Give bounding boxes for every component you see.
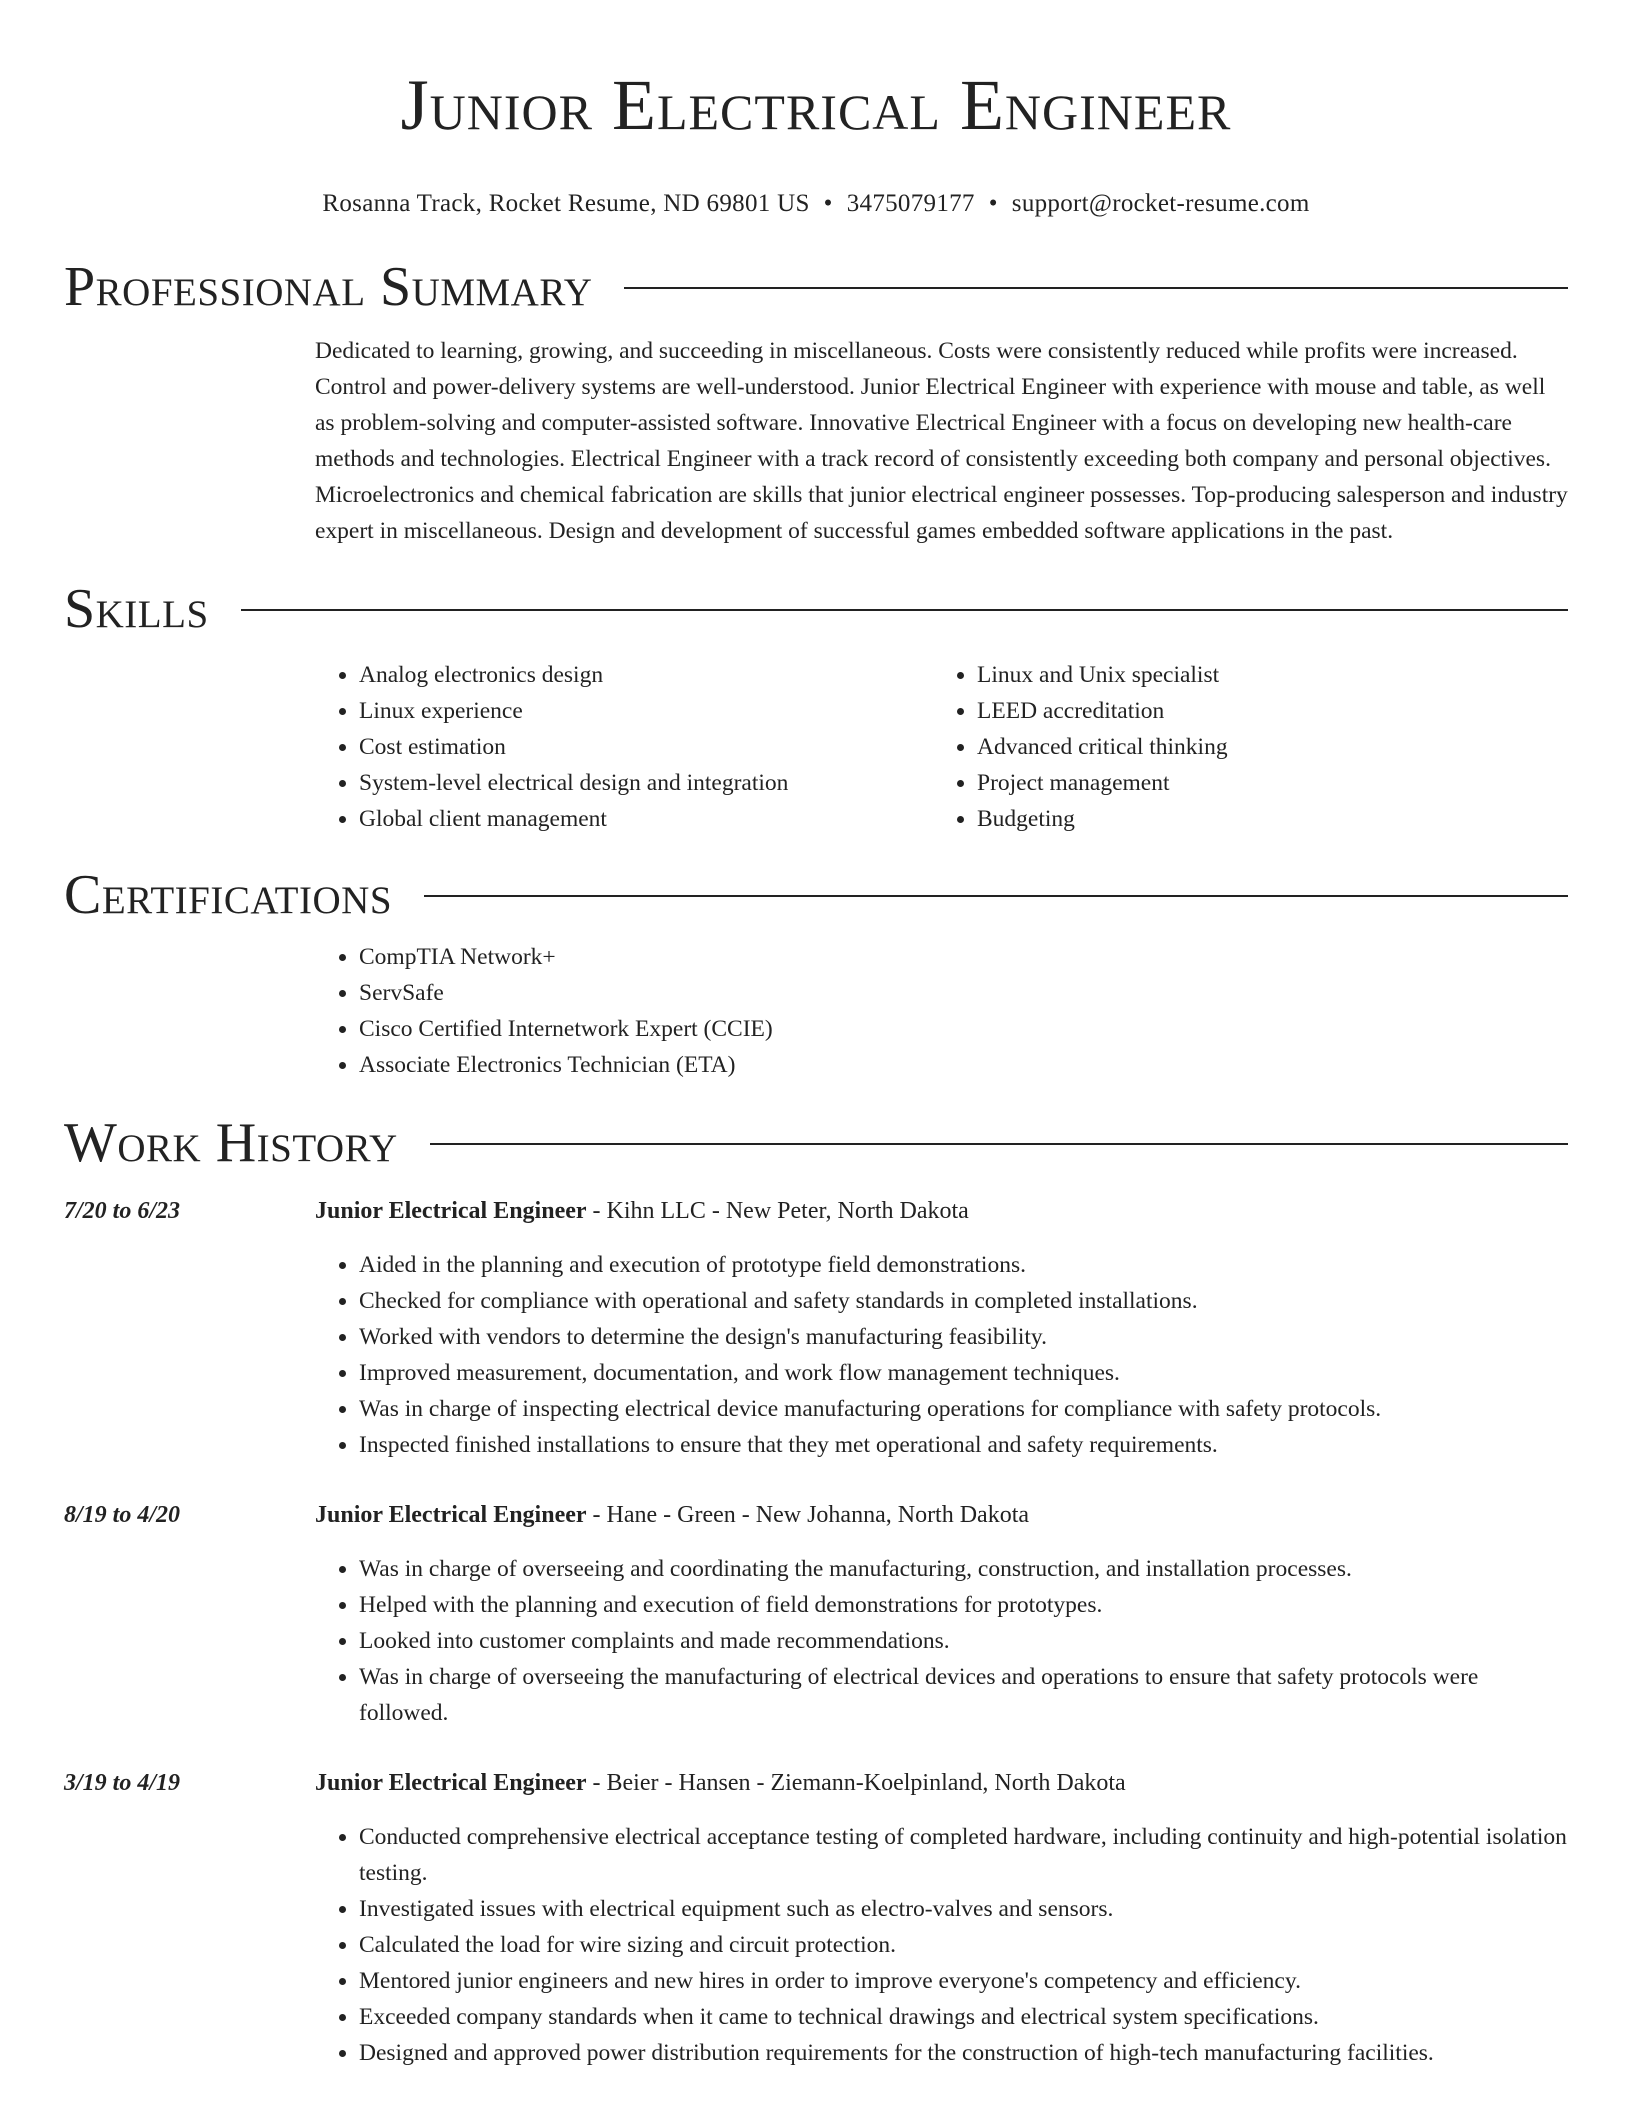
- job-bullet: • Aided in the planning and execution of prototype field demonstrations.: [359, 1247, 1568, 1283]
- job-bullet: • Mentored junior engineers and new hires in order to improve everyone's competency and efficiency.: [359, 1963, 1568, 1999]
- job-bullet: • Checked for compliance with operational and safety standards in completed installations.: [359, 1283, 1568, 1319]
- job-dates: 3/19 to 4/19: [64, 1770, 181, 1796]
- contact-separator: •: [988, 190, 998, 217]
- contact-separator: •: [823, 190, 833, 217]
- certification-item: • CompTIA Network+: [359, 939, 1568, 975]
- job-body: [315, 1193, 1568, 1463]
- work-section-header: [64, 1111, 1568, 1175]
- job-bullet: • Looked into customer complaints and made recommendations.: [359, 1623, 1568, 1659]
- certification-item: • ServSafe: [359, 975, 1568, 1011]
- job-bullet: • Investigated issues with electrical equipment such as electro-valves and sensors.: [359, 1891, 1568, 1927]
- certifications-heading: Certifications: [64, 864, 393, 926]
- section-divider: [430, 1143, 1568, 1145]
- summary-section: [315, 333, 1568, 549]
- certifications-list: [315, 939, 1568, 1083]
- job-bullet: • Exceeded company standards when it came to technical drawings and electrical system specifications.: [359, 1999, 1568, 2035]
- certifications-section-header: [64, 863, 1568, 927]
- job-bullet: • Was in charge of overseeing and coordinating the manufacturing, construction, and installation processes.: [359, 1551, 1568, 1587]
- skill-item: • Cost estimation: [359, 729, 933, 765]
- skill-item: • Global client management: [359, 801, 933, 837]
- section-divider: [624, 287, 1568, 289]
- skills-column-left: [315, 657, 933, 837]
- job-dates: 8/19 to 4/20: [64, 1502, 181, 1528]
- job-bullet: • Helped with the planning and execution of field demonstrations for prototypes.: [359, 1587, 1568, 1623]
- contact-email: support@rocket-resume.com: [1011, 190, 1310, 217]
- job-bullet: • Designed and approved power distribution requirements for the construction of high-tech manufacturing facilities.: [359, 2035, 1568, 2071]
- certifications-section: [315, 939, 1568, 1083]
- job-dates: 7/20 to 6/23: [64, 1198, 181, 1224]
- skill-item: • Project management: [977, 765, 1551, 801]
- contact-address: Rosanna Track, Rocket Resume, ND 69801 US: [322, 190, 810, 217]
- summary-text: Dedicated to learning, growing, and succeeding in miscellaneous. Costs were consistently reduced while profits were increased. Control and power-delivery systems are well-understood. Junior Electrical Engineer with experience with mouse and table, as well as problem-solving and computer-assisted software. Innovative Electrical Engineer with a focus on developing new health-care methods and technologies. Electrical Engineer with a track record of consistently exceeding both company and personal objectives. Microelectronics and chemical fabrication are skills that junior electrical engineer possesses. Top-producing salesperson and industry expert in miscellaneous. Design and development of successful games embedded software applications in the past.: [315, 338, 1568, 544]
- contact-line: [64, 188, 1568, 220]
- skills-section-header: [64, 577, 1568, 641]
- job-details: - Beier - Hansen - Ziemann-Koelpinland, North Dakota: [586, 1770, 1126, 1796]
- certification-item: • Cisco Certified Internetwork Expert (CCIE): [359, 1011, 1568, 1047]
- job-details: - Hane - Green - New Johanna, North Dakota: [586, 1502, 1030, 1528]
- certification-item: • Associate Electronics Technician (ETA): [359, 1047, 1568, 1083]
- skill-item: • LEED accreditation: [977, 693, 1551, 729]
- resume-name: Junior Electrical Engineer: [400, 65, 1232, 145]
- job-title-line: [315, 1193, 1568, 1229]
- job-bullets: [315, 1247, 1568, 1463]
- skills-column-right: [933, 657, 1551, 837]
- skill-item: • Advanced critical thinking: [977, 729, 1551, 765]
- work-heading: Work History: [64, 1112, 398, 1174]
- skill-item: • Linux and Unix specialist: [977, 657, 1551, 693]
- skill-item: • System-level electrical design and integration: [359, 765, 933, 801]
- section-divider: [241, 609, 1568, 611]
- job-body: [315, 1497, 1568, 1731]
- job-bullet: • Was in charge of inspecting electrical device manufacturing operations for compliance with safety protocols.: [359, 1391, 1568, 1427]
- job-entry: [64, 1193, 1568, 1463]
- job-details: - Kihn LLC - New Peter, North Dakota: [586, 1198, 969, 1224]
- job-entry: [64, 1765, 1568, 2071]
- job-bullet: • Was in charge of overseeing the manufacturing of electrical devices and operations to ensure that safety protocols were followed.: [359, 1659, 1568, 1731]
- summary-section-header: [64, 255, 1568, 319]
- summary-heading: Professional Summary: [64, 256, 593, 318]
- job-bullet: • Conducted comprehensive electrical acceptance testing of completed hardware, including continuity and high-potential isolation testing.: [359, 1819, 1568, 1891]
- job-bullets: [315, 1551, 1568, 1731]
- job-title-line: [315, 1497, 1568, 1533]
- skill-item: • Analog electronics design: [359, 657, 933, 693]
- resume-page: [64, 0, 1568, 2071]
- job-bullet: • Inspected finished installations to ensure that they met operational and safety requirements.: [359, 1427, 1568, 1463]
- job-title: Junior Electrical Engineer: [315, 1770, 587, 1796]
- job-title: Junior Electrical Engineer: [315, 1502, 587, 1528]
- job-bullet: • Worked with vendors to determine the design's manufacturing feasibility.: [359, 1319, 1568, 1355]
- job-body: [315, 1765, 1568, 2071]
- job-title-line: [315, 1765, 1568, 1801]
- contact-phone: 3475079177: [846, 190, 975, 217]
- job-title: Junior Electrical Engineer: [315, 1198, 587, 1224]
- job-bullets: [315, 1819, 1568, 2071]
- job-bullet: • Calculated the load for wire sizing and circuit protection.: [359, 1927, 1568, 1963]
- skill-item: • Linux experience: [359, 693, 933, 729]
- section-divider: [424, 895, 1568, 897]
- job-bullet: • Improved measurement, documentation, and work flow management techniques.: [359, 1355, 1568, 1391]
- job-entry: [64, 1497, 1568, 1731]
- skills-heading: Skills: [64, 578, 209, 640]
- skill-item: • Budgeting: [977, 801, 1551, 837]
- skills-list: [315, 657, 1568, 837]
